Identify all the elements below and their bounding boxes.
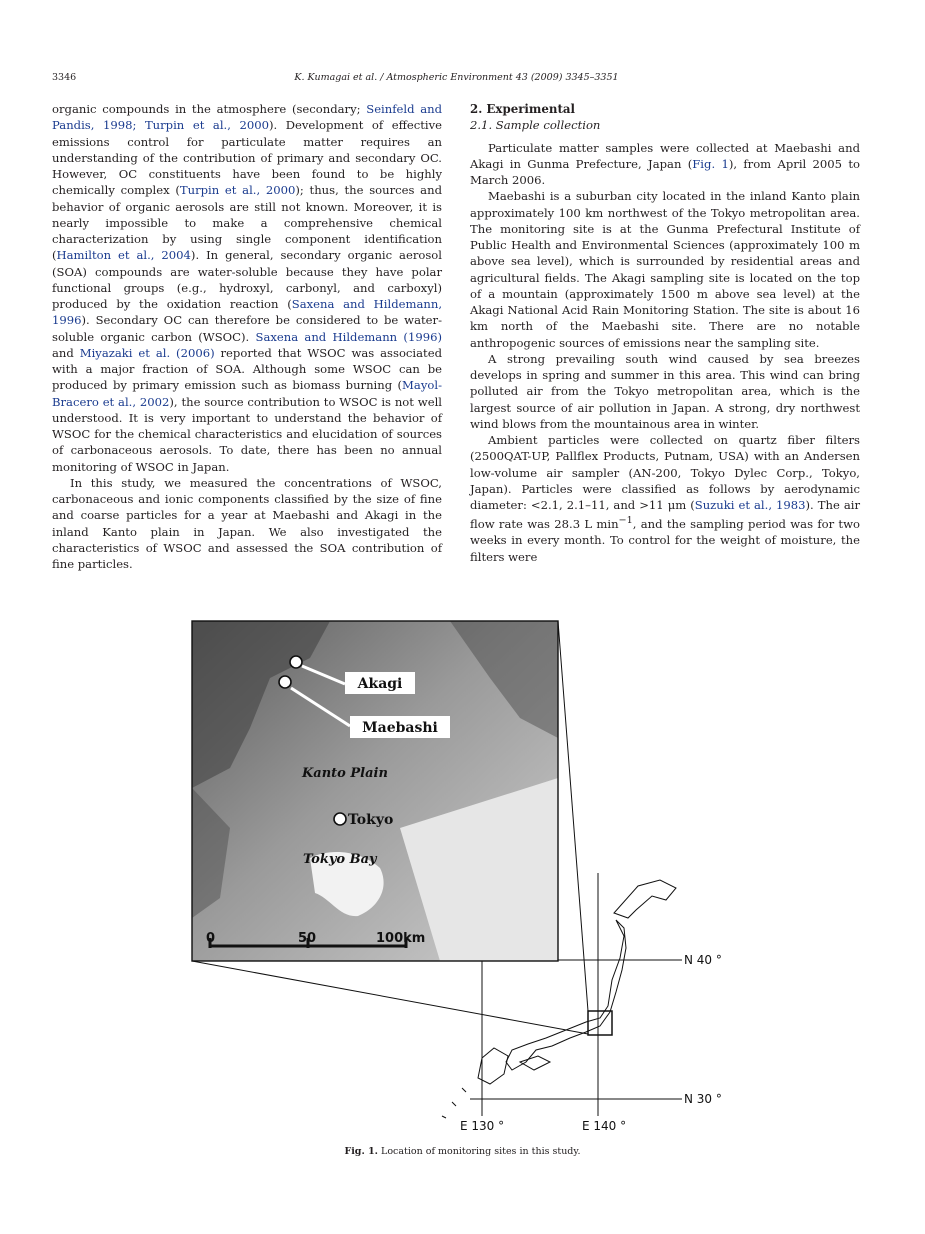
journal-citation: K. Kumagai et al. / Atmospheric Environment 43 (2009) 3345–3351 (294, 72, 619, 83)
latitude-label-30: N 30 ° (684, 1092, 722, 1106)
running-header (52, 72, 861, 86)
reference-link[interactable]: Seinfeld and Pandis, 1998; Turpin et al., 2000 (52, 102, 442, 133)
caption-text: Location of monitoring sites in this study. (377, 1146, 581, 1157)
section-heading: 2. Experimental (470, 102, 576, 116)
paragraph: Maebashi is a suburban city located in the inland Kanto plain approximately 100 km northwest of the Tokyo metropolitan area. The monitoring site is at the Gunma Prefectural Institute of Public Health and Environmental Sciences (approximately 100 m above sea level), which is surrounded by residential areas and agricultural fields. The Akagi sampling site is located on the top of a mountain (approximately 1500 m above sea level) at the Akagi National Acid Rain Monitoring Station. The site is about 16 km north of the Maebashi site. There are no notable anthropogenic sources of emissions near the sampling site. (470, 189, 860, 350)
longitude-label-130: E 130 ° (460, 1119, 505, 1133)
latitude-label-40: N 40 ° (684, 953, 722, 967)
maebashi-site-marker (279, 676, 291, 688)
figure-link[interactable]: Fig. 1 (692, 156, 729, 171)
maebashi-label: Maebashi (362, 720, 438, 736)
longitude-label-140: E 140 ° (582, 1119, 627, 1133)
figure-map (190, 618, 735, 1138)
zoom-line (558, 621, 588, 1011)
paragraph: In this study, we measured the concentrations of WSOC, carbonaceous and ionic components classified by the size of fine and coarse particles for a year at Maebashi and Akagi in the inland Kanto plain in Japan. We also investigated the characteristics of WSOC and assessed the SOA contribution of fine particles. (52, 475, 442, 571)
akagi-site-marker (290, 656, 302, 668)
page-number: 3346 (52, 72, 77, 83)
paragraph: Ambient particles were collected on quartz fiber filters (2500QAT-UP, Pallflex Products, Putnam, USA) with an Andersen low-volume air sampler (AN-200, Tokyo Dylec Corp., Tokyo, Japan). Particles were classified as follows by aerodynamic diameter: <2.1, 2.1–11, and >11 μm (Suzuki et al., 1983). The air flow rate was 28.3 L $\min^{-1}$, and the sampling period was for two weeks in every month. To control for the weight of moisture, the filters were (470, 433, 860, 564)
paragraph: organic compounds in the atmosphere (secondary; Seinfeld and Pandis, 1998; Turpin et al., 2000). Development of effective emissions control for particulate matter requires an understanding of the contribution of primary and secondary OC. However, OC constituents have been found to be highly chemically complex (Turpin et al., 2000); thus, the sources and behavior of organic aerosols are still not known. Moreover, it is nearly impossible to make a comprehensive chemical characterization by using single component identification (Hamilton et al., 2004). In general, secondary organic aerosol (SOA) compounds are water-soluble because they have polar functional groups (e.g., hydroxyl, carbonyl, and carboxyl) produced by the oxidation reaction (Saxena and Hildemann, 1996). Secondary OC can therefore be considered to be water-soluble organic carbon (WSOC). Saxena and Hildemann (1996) and Miyazaki et al. (2006) reported that WSOC was associated with a major fraction of SOA. Although some WSOC can be produced by primary emission such as biomass burning (Mayol-Bracero et al., 2002), the source contribution to WSOC is not well understood. It is very important to understand the behavior of WSOC for the chemical characteristics and elucidation of sources of carbonaceous aerosols. To date, there has been no annual monitoring of WSOC in Japan. (52, 102, 443, 474)
right-column (470, 101, 860, 565)
figure-caption (0, 1146, 925, 1157)
hokkaido-outline (614, 880, 676, 918)
reference-link[interactable]: Suzuki et al., 1983 (694, 498, 806, 512)
reference-link[interactable]: Saxena and Hildemann (1996) (255, 329, 442, 344)
reference-link[interactable]: Saxena and Hildemann, 1996 (52, 297, 443, 328)
location-map (190, 618, 735, 1138)
scale-label-50: 50 (298, 931, 317, 946)
tokyo-marker (334, 813, 346, 825)
reference-link[interactable]: Turpin et al., 2000 (179, 183, 296, 198)
akagi-label: Akagi (357, 676, 403, 692)
subsection-heading: 2.1. Sample collection (470, 118, 601, 133)
kanto-plain-label: Kanto Plain (302, 766, 388, 781)
ryukyu-islands (442, 1088, 466, 1118)
paragraph: Particulate matter samples were collected at Maebashi and Akagi in Gunma Prefecture, Japan (Fig. 1), from April 2005 to March 2006. (470, 140, 861, 187)
figure-label: Fig. 1. (344, 1146, 378, 1157)
left-column (52, 101, 442, 572)
tokyo-label: Tokyo (348, 812, 394, 828)
reference-link[interactable]: Hamilton et al., 2004 (56, 248, 191, 263)
scale-label-0: 0 (206, 931, 216, 946)
scale-label-100km: 100km (376, 931, 426, 946)
paragraph: A strong prevailing south wind caused by sea breezes develops in spring and summer in this area. This wind can bring polluted air from the Tokyo metropolitan area, which is the largest source of air pollution in Japan. A strong, dry northwest wind blows from the mountainous area in winter. (470, 351, 860, 431)
tokyo-bay-label: Tokyo Bay (303, 852, 377, 867)
reference-link[interactable]: Miyazaki et al. (2006) (79, 345, 215, 360)
zoom-line (192, 961, 588, 1034)
reference-link[interactable]: Mayol-Bracero et al., 2002 (52, 378, 442, 409)
